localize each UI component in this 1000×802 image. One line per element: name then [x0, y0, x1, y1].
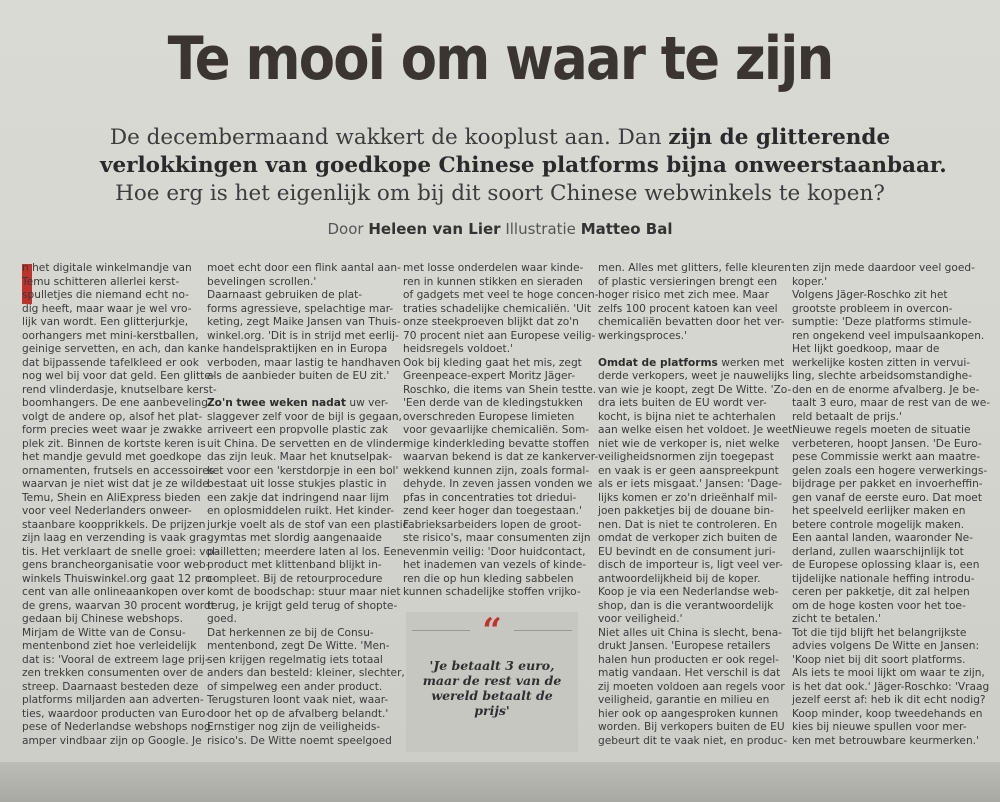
section-lead-in: Omdat de platforms: [598, 356, 718, 369]
article-text-line: voor veel Nederlanders onweer-: [22, 505, 192, 517]
article-text-line: dehyde. In zeven jassen vonden we: [403, 478, 593, 490]
article-text-line: zij moeten voldoen aan regels voor: [598, 680, 785, 693]
article-text-line: amper vindbaar zijn op Google. Je: [22, 734, 202, 747]
article-text-line: Koop je via een Nederlandse web-: [598, 586, 779, 598]
article-text-line: Tot die tijd blijft het belangrijkste: [792, 626, 967, 639]
page-bottom-edge: [0, 762, 1000, 802]
article-text-line: gymtas met slordig aangenaaide: [207, 532, 382, 544]
article-text-line: winkels Thuiswinkel.org gaat 12 pro-: [22, 572, 216, 585]
article-text-line: als er iets misgaat.' Jansen: 'Dage-: [598, 478, 782, 490]
article-text-line: gedaan bij Chinese webshops.: [22, 613, 183, 625]
article-text-line: product met klittenband blijkt in-: [207, 559, 382, 571]
article-text-line: en oplosmiddelen ruikt. Het kinder-: [207, 505, 395, 517]
article-text-line: sumptie: 'Deze platforms stimule-: [792, 316, 972, 328]
article-text-line: hier ook op aangesproken kunnen: [598, 707, 779, 720]
article-text-line: Als iets te mooi lijkt om waar te zijn,: [792, 667, 985, 679]
article-text-line: evenmin veilig: 'Door huidcontact,: [403, 545, 586, 558]
article-text-line: derland, zullen waarschijnlijk tot: [792, 545, 964, 558]
article-text-line: form precies weet waar je zwakke: [22, 424, 203, 436]
article-text-line: bevelingen scrollen.': [207, 275, 317, 288]
article-text-line: met losse onderdelen waar kinde-: [403, 262, 584, 274]
article-text-line: Mirjam de Witte van de Consu-: [22, 626, 186, 639]
article-text-line: veiligheidsnormen zijn toegepast: [598, 451, 774, 463]
article-text-line: voor veiligheid.': [598, 613, 683, 625]
article-text-line: werkingsproces.': [598, 329, 688, 342]
article-text-line: waarvan bekend is dat ze kankerver-: [403, 451, 599, 463]
article-text-line: aan welke eisen het voldoet. Je weet: [598, 424, 793, 436]
article-text-line: bestaat uit losse stukjes plastic in: [207, 478, 387, 490]
article-text-line: betere controle mogelijk maken.: [792, 518, 965, 531]
lead-line-1: [100, 124, 900, 152]
article-text-line: zend keer hoger dan toegestaan.': [403, 505, 582, 517]
section-lead-in: Zo'n twee weken nadat: [207, 397, 346, 409]
article-text-line: voor gevaarlijke chemicaliën. Som-: [403, 424, 590, 436]
article-text-line: nen. Dat is niet te controleren. En: [598, 518, 778, 531]
article-text-line: joen pakketjes bij de douane bin-: [598, 505, 774, 517]
article-text-line: pese Commissie werkt aan maatre-: [792, 451, 981, 463]
article-text-line: ket voor een 'kerstdorpje in een bol': [207, 464, 399, 477]
pull-quote-line: prijs': [474, 703, 510, 718]
article-text-line: slaggever zelf voor de bijl is gegaan,: [207, 410, 402, 423]
article-text-line: ste risico's, maar consumenten zijn: [403, 532, 591, 544]
article-column-3: [403, 262, 599, 600]
article-text-line: heidsregels voldoet.': [403, 343, 513, 355]
article-text-line: reld betaalt de prijs.': [792, 410, 902, 423]
article-text-line: mentenbond, zegt De Witte. 'Men-: [207, 640, 390, 652]
article-text-line: kies bij nieuwe spullen voor mer-: [792, 721, 967, 733]
article-text-line: en vaak is er geen aanspreekpunt: [598, 464, 779, 477]
article-text-line: men. Alles met glitters, felle kleuren: [598, 262, 791, 274]
article-text-line: sen krijgen regelmatig iets totaal: [207, 653, 383, 666]
article-text-line: Temu schitteren allerlei kerst-: [22, 275, 180, 288]
article-text-line: dig heeft, maar waar je wel vro-: [22, 302, 192, 315]
article-text-line: Koop minder, koop tweedehands en: [792, 707, 983, 720]
article-text-line: keting, zegt Maike Jansen van Thuis-: [207, 316, 401, 328]
article-text-line: Fabrieksarbeiders lopen de groot-: [403, 518, 582, 531]
article-text-line: veiligheid, garantie en milieu en: [598, 694, 770, 706]
article-text-line: moet echt door een flink aantal aan-: [207, 262, 401, 274]
article-text-line: Volgens Jäger-Roschko zit het: [792, 289, 948, 301]
article-text-line: das zijn leuk. Maar het knutselpak-: [207, 451, 393, 463]
article-text-line: gen vanaf de eerste euro. Dat moet: [792, 491, 982, 504]
article-text-line: uit China. De servetten en de vlinder-: [207, 437, 407, 450]
article-text-line: het inademen van vezels of kinde-: [403, 559, 587, 571]
quote-mark-icon: “: [482, 611, 502, 651]
article-text-line: boomhangers. De ene aanbeveling: [22, 397, 208, 409]
article-text-line: kocht, is bijna niet te achterhalen: [598, 410, 776, 423]
article-text-line: pfas in concentraties tot driedui-: [403, 491, 577, 504]
article-text-line: ren die op hun kleding sabbelen: [403, 572, 574, 585]
article-text-line: jurkje voelt als de stof van een plastic: [207, 518, 409, 531]
article-text-line: dra iets buiten de EU wordt ver-: [598, 397, 767, 409]
byline-author: Heleen van Lier: [368, 220, 501, 238]
article-text-line: tijdelijke nationale heffing introdu-: [792, 572, 975, 585]
article-text-line: de Europese oplossing klaar is, een: [792, 559, 980, 571]
article-text-line: matig vandaan. Het verschil is dat: [598, 667, 781, 679]
article-text-line: zicht te betalen.': [792, 613, 881, 625]
article-text-line: ken met betrouwbare keurmerken.': [792, 734, 979, 747]
article-column-5: [792, 262, 991, 748]
lead-line-2-bold: verlokkingen van goedkope Chinese platforms bijna onweerstaanbaar.: [100, 153, 947, 178]
article-text-line: waarvan je niet wist dat je ze wilde.: [22, 478, 213, 490]
article-text-line: Ernstiger nog zijn de veiligheids-: [207, 721, 381, 733]
article-text-line: komt de boodschap: stuur maar niet: [207, 586, 401, 598]
article-text-line: plek zit. Binnen de kortste keren is: [22, 437, 206, 450]
article-text-line: een zakje dat indringend naar lijm: [207, 491, 389, 504]
article-text-line: winkel.org. 'Dit is in strijd met eerlij-: [207, 329, 399, 342]
article-text-line: onze steekproeven blijkt dat zo'n: [403, 316, 579, 328]
lead-line-2: [100, 152, 947, 180]
pull-quote-text: [410, 658, 574, 718]
article-text-line: pese of Nederlandse webshops nog: [22, 721, 211, 733]
article-text-line: terug, je krijgt geld terug of shopte-: [207, 599, 398, 612]
pull-quote-line: maar de rest van de: [422, 673, 562, 688]
article-text-line: risico's. De Witte noemt speelgoed: [207, 734, 392, 747]
article-text-line: oorhangers met mini-kerstballen,: [22, 329, 199, 342]
article-text-line: gens brancheorganisatie voor web-: [22, 559, 210, 571]
article-text-line: door het op de afvalberg belandt.': [207, 707, 389, 720]
article-text-line: Greenpeace-expert Moritz Jäger-: [403, 370, 576, 382]
article-text-line: jezelf eerst af: heb ik dit echt nodig?: [792, 694, 986, 706]
section-lead-in-tail: uw ver-: [345, 397, 389, 409]
article-text-line: of gadgets met veel te hoge concen-: [403, 289, 599, 301]
article-text-line: zijn laag en verzending is vaak gra-: [22, 532, 211, 544]
article-text-line: chemicaliën bevatten door het ver-: [598, 316, 785, 328]
article-text-line: hoger risico met zich mee. Maar: [598, 289, 769, 301]
article-text-line: dat is: 'Vooral de extreem lage prij-: [22, 653, 209, 666]
article-text-line: Ook bij kleding gaat het mis, zegt: [403, 356, 582, 369]
article-text-line: of plastic versieringen brengt een: [598, 275, 778, 288]
article-text-line: ten zijn mede daardoor veel goed-: [792, 262, 975, 274]
article-text-line: advies volgens De Witte en Jansen:: [792, 640, 980, 652]
byline-illustratie-label: Illustratie: [505, 220, 576, 238]
article-text-line: [207, 397, 387, 411]
article-text-line: grootste probleem in overcon-: [792, 302, 953, 315]
article-text-line: pailletten; meerdere laten al los. Een: [207, 545, 404, 558]
article-text-line: EU bevindt en de consument juri-: [598, 545, 776, 558]
lead-line-3: Hoe erg is het eigenlijk om bij dit soort Chinese webwinkels te kopen?: [115, 181, 885, 206]
article-text-line: ren in kunnen stikken en sieraden: [403, 275, 583, 288]
article-text-line: cent van alle onlineaankopen over: [22, 586, 205, 598]
article-text-line: n het digitale winkelmandje van: [22, 262, 192, 274]
article-text-line: Daarnaast gebruiken de plat-: [207, 289, 363, 301]
article-text-line: worden. Bij verkopers buiten de EU: [598, 721, 785, 733]
article-text-line: taalt 3 euro, maar de rest van de we-: [792, 397, 991, 409]
article-text-line: shop, dan is die verantwoordelijk: [598, 599, 774, 612]
article-text-line: het speelveld eerlijker maken en: [792, 505, 966, 517]
article-text-line: omdat de verkoper zich buiten de: [598, 532, 778, 544]
article-column-1: [22, 262, 219, 748]
article-text-line: koper.': [792, 275, 828, 288]
pull-quote: [406, 612, 578, 752]
byline-door-label: Door: [327, 220, 364, 238]
article-text-line: geinige servetten, en ach, dan kan: [22, 343, 207, 355]
article-text-line: gelen zoals een hogere verwerkings-: [792, 464, 988, 477]
article-text-line: overschreden Europese limieten: [403, 410, 575, 423]
article-text-line: rend vlinderdasje, knutselbare kerst-: [22, 383, 217, 396]
article-text-line: drukt Jansen. 'Europese retailers: [598, 640, 771, 652]
article-text-line: Niet alles uit China is slecht, bena-: [598, 626, 783, 639]
article-text-line: of simpelweg een ander product.: [207, 680, 383, 693]
article-text-line: verbeteren, hoopt Jansen. 'De Euro-: [792, 437, 982, 450]
article-text-line: lijks komen er zo'n drieënhalf mil-: [598, 491, 778, 504]
lead-paragraph: [100, 124, 947, 208]
quote-rule-right: [514, 630, 572, 631]
article-text-line: volgt de andere op, alsof het plat-: [22, 410, 203, 423]
article-text-line: werkelijke kosten zitten in vervui-: [792, 356, 971, 369]
article-text-line: ornamenten, frutsels en accessoires: [22, 464, 215, 477]
article-text-line: dat bijpassende tafelkleed er ook: [22, 356, 199, 369]
byline-illustrator: Matteo Bal: [580, 220, 673, 238]
article-text-line: arriveert een propvolle plastic zak: [207, 424, 388, 436]
article-text-line: Roschko, die items van Shein testte.: [403, 383, 596, 396]
article-text-line: Temu, Shein en AliExpress bieden: [22, 491, 201, 504]
article-text-line: lijk van wordt. Een glitterjurkje,: [22, 316, 189, 328]
article-text-line: zen trekken consumenten over de: [22, 667, 204, 679]
article-text-line: halen hun producten er ook regel-: [598, 653, 779, 666]
article-text-line: wekkend kunnen zijn, zoals formal-: [403, 464, 590, 477]
article-text-line: Een aantal landen, waaronder Ne-: [792, 532, 973, 544]
section-lead-in-tail: werken met: [717, 356, 785, 369]
article-text-line: nog wel bij voor dat geld. Een glitte-: [22, 370, 215, 382]
article-text-line: streep. Daarnaast besteden deze: [22, 680, 199, 693]
pull-quote-line: 'Je betaalt 3 euro,: [429, 658, 555, 673]
article-text-line: als de aanbieder buiten de EU zit.': [207, 370, 390, 382]
article-text-line: 'Koop niet bij dit soort platforms.: [792, 653, 966, 666]
article-text-line: verboden, maar lastig te handhaven: [207, 356, 401, 369]
article-text-line: Terugsturen loont vaak niet, waar-: [207, 694, 389, 706]
article-text-line: mentenbond ziet hoe verleidelijk: [22, 640, 197, 652]
article-text-line: [598, 356, 785, 371]
article-text-line: niet wie de verkoper is, niet welke: [598, 437, 780, 450]
article-text-line: ke handelspraktijken en in Europa: [207, 343, 388, 355]
article-text-line: mige kinderkleding bevatte stoffen: [403, 437, 590, 450]
article-text-line: ren ongekend veel impulsaankopen.: [792, 329, 985, 342]
lead-line-1-plain: De decembermaand wakkert de kooplust aan. Dan: [109, 125, 669, 150]
article-text-line: kunnen schadelijke stoffen vrijko-: [403, 586, 581, 598]
article-text-line: gebeurt dit te vaak niet, en produc-: [598, 734, 788, 747]
article-text-line: 'Een derde van de kledingstukken: [403, 397, 583, 409]
article-text-line: tis. Het verklaart de snelle groei: vol-: [22, 545, 219, 558]
byline: [0, 220, 1000, 238]
article-text-line: bijdrage per pakket en invoerheffin-: [792, 478, 983, 490]
article-text-line: 70 procent niet aan Europese veilig-: [403, 329, 596, 342]
article-text-line: is het dat ook.' Jäger-Roschko: 'Vraag: [792, 680, 990, 693]
article-text-line: traties schadelijke chemicaliën. 'Uit: [403, 302, 592, 315]
lead-line-1-bold: zijn de glitterende: [668, 125, 891, 150]
article-text-line: om de hoge kosten voor het toe-: [792, 599, 966, 612]
headline: Te mooi om waar te zijn: [167, 24, 833, 94]
article-text-line: platforms miljarden aan adverten-: [22, 694, 204, 706]
article-column-2: [207, 262, 409, 748]
article-text-line: spulletjes die niemand echt no-: [22, 289, 190, 301]
article-text-line: Dat herkennen ze bij de Consu-: [207, 626, 374, 639]
article-text-line: ties, waardoor producten van Euro-: [22, 707, 210, 720]
article-text-line: Het lijkt goedkoop, maar de: [792, 343, 940, 355]
article-text-line: disch de importeur is, ligt veel ver-: [598, 559, 783, 571]
article-text-line: [598, 343, 778, 357]
article-text-line: den en de enorme afvalberg. Je be-: [792, 383, 980, 396]
article-text-line: goed.: [207, 613, 237, 625]
article-text-line: de grens, waarvan 30 procent wordt: [22, 599, 215, 612]
article-text-line: staanbare koopprikkels. De prijzen: [22, 518, 206, 531]
article-text-line: het mandje gevuld met goedkope: [22, 451, 202, 463]
article-text-line: ling, slechte arbeidsomstandighe-: [792, 370, 973, 382]
article-text-line: forms agressieve, spelachtige mar-: [207, 302, 394, 315]
article-text-line: ceren per pakketje, dit zal helpen: [792, 586, 970, 598]
article-text-line: [207, 384, 387, 398]
article-text-line: antwoordelijkheid bij de koper.: [598, 572, 761, 585]
article-text-line: anders dan besteld: kleiner, slechter,: [207, 667, 405, 679]
article-text-line: compleet. Bij de retourprocedure: [207, 572, 383, 585]
pull-quote-line: wereld betaalt de: [431, 688, 553, 703]
article-column-4: [598, 262, 793, 748]
article-text-line: Nieuwe regels moeten de situatie: [792, 424, 971, 436]
article-text-line: zelfs 100 procent katoen kan veel: [598, 302, 778, 315]
article-text-line: van wie je koopt, zegt De Witte. 'Zo-: [598, 383, 792, 396]
article-text-line: derde verkopers, weet je nauwelijks: [598, 370, 789, 382]
